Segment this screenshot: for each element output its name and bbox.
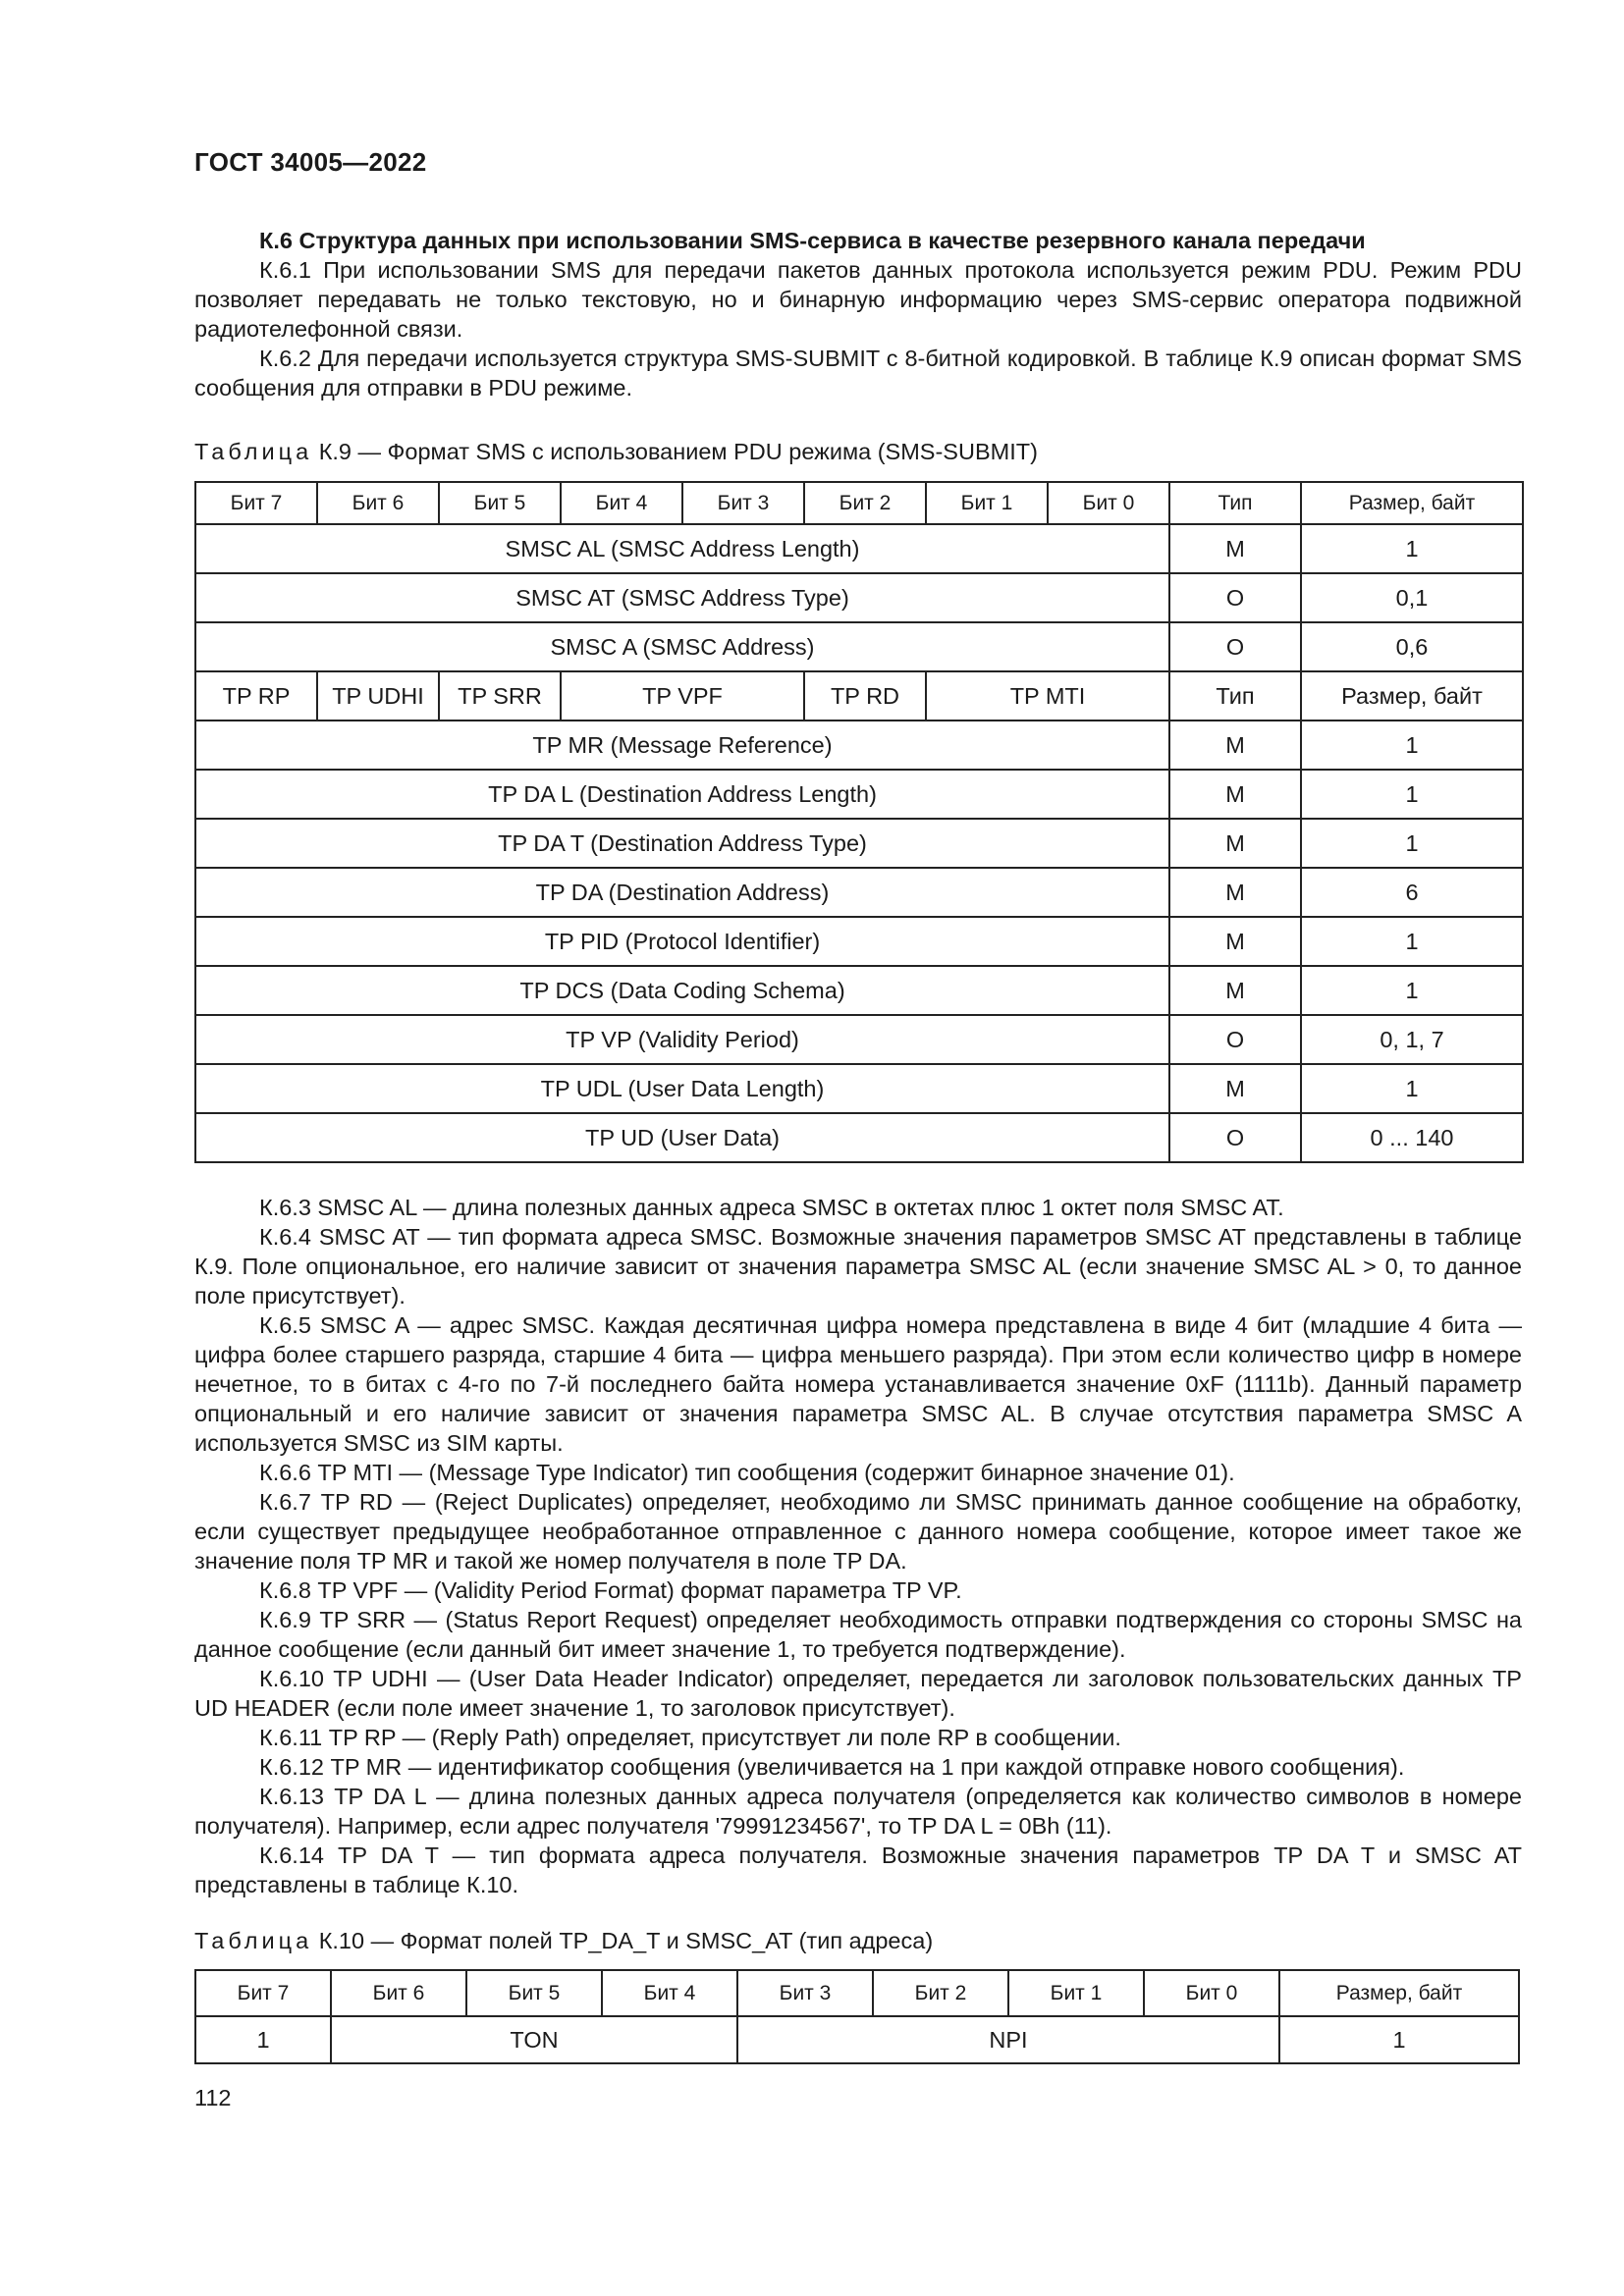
paragraph-k-6-2: К.6.2 Для передачи используется структура SMS-SUBMIT с 8-битной кодировкой. В таблице К.9 описан формат SMS сообщения для отправки в PDU режиме. <box>194 346 1522 400</box>
table-k9-header-cell: Тип <box>1169 482 1301 524</box>
field-size-cell: 1 <box>1301 819 1523 868</box>
field-type-cell: O <box>1169 1113 1301 1162</box>
field-name-cell: SMSC AL (SMSC Address Length) <box>195 524 1169 573</box>
table-k10-header-cell: Размер, байт <box>1279 1970 1519 2016</box>
table-k10-header-cell: Бит 6 <box>331 1970 466 2016</box>
field-name-cell: TP DA (Destination Address) <box>195 868 1169 917</box>
paragraph-k-6-9: К.6.9 TP SRR — (Status Report Request) определяет необходимость отправки подтверждения со стороны SMSC на данное сообщение (если данный бит имеет значение 1, то требуется подтверждение). <box>194 1607 1522 1662</box>
field-name-cell: TP DA T (Destination Address Type) <box>195 819 1169 868</box>
table-k10-caption <box>194 1926 933 1955</box>
field-size-cell: 0 ... 140 <box>1301 1113 1523 1162</box>
field-name-cell: SMSC AT (SMSC Address Type) <box>195 573 1169 622</box>
field-name-cell: TP DA L (Destination Address Length) <box>195 770 1169 819</box>
table-row <box>195 966 1523 1015</box>
section-title: К.6 Структура данных при использовании SMS-сервиса в качестве резервного канала передачи <box>259 228 1366 253</box>
paragraph-k-6-5: К.6.5 SMSC A — адрес SMSC. Каждая десятичная цифра номера представлена в виде 4 бит (младшие 4 бита — цифра более старшего разряда, старшие 4 бита — цифра меньшего разряда). При этом если количество цифр в номере нечетное, то в битах с 4-го по 7-й последнего байта номера устанавливается значение 0xF (1111b). Данный параметр опциональный и его наличие зависит от значения параметра SMSC AL. В случае отсутствия параметра SMSC A используется SMSC из SIM карты. <box>194 1312 1522 1456</box>
table-row <box>195 770 1523 819</box>
table-k9-header-cell: Бит 3 <box>682 482 804 524</box>
table-k9-header-cell: Бит 5 <box>439 482 561 524</box>
field-type-cell: M <box>1169 966 1301 1015</box>
paragraph-k-6-10: К.6.10 TP UDHI — (User Data Header Indicator) определяет, передается ли заголовок пользовательских данных TP UD HEADER (если поле имеет значение 1, то заголовок присутствует). <box>194 1666 1522 1721</box>
npi-cell: NPI <box>737 2016 1279 2063</box>
table-k10-caption-text: К.10 — Формат полей TP_DA_T и SMSC_AT (тип адреса) <box>318 1928 934 1953</box>
table-k10-header-cell: Бит 2 <box>873 1970 1008 2016</box>
field-size-cell: 1 <box>1301 770 1523 819</box>
table-row <box>195 573 1523 622</box>
field-name-cell: TP MR (Message Reference) <box>195 721 1169 770</box>
tp-size-header-cell: Размер, байт <box>1301 671 1523 721</box>
table-row <box>195 819 1523 868</box>
table-k9-header-cell: Бит 7 <box>195 482 317 524</box>
table-k10-header-cell: Бит 5 <box>466 1970 602 2016</box>
field-size-cell: 0,1 <box>1301 573 1523 622</box>
paragraph-k-6-13: К.6.13 TP DA L — длина полезных данных адреса получателя (определяется как количество символов в номере получателя). Например, если адрес получателя '79991234567', то TP DA L = 0Bh (11). <box>194 1784 1522 1839</box>
field-name-cell: TP UD (User Data) <box>195 1113 1169 1162</box>
table-k10-caption-prefix: Таблица <box>194 1928 313 1953</box>
table-row <box>195 2016 1519 2063</box>
description-block <box>194 1193 1522 1899</box>
paragraph-k-6-7: К.6.7 TP RD — (Reject Duplicates) определяет, необходимо ли SMSC принимать данное сообщение на обработку, если существует предыдущее необработанное отправленное с данного номера сообщение, которое имеет такое же значение поля TP MR и такой же номер получателя в поле TP DA. <box>194 1489 1522 1574</box>
paragraph-k-6-12: К.6.12 TP MR — идентификатор сообщения (увеличивается на 1 при каждой отправке нового сообщения). <box>259 1754 1405 1780</box>
table-k9-header-cell: Бит 1 <box>926 482 1048 524</box>
table-row <box>195 1113 1523 1162</box>
table-k10-header-cell: Бит 7 <box>195 1970 331 2016</box>
ton-cell: TON <box>331 2016 737 2063</box>
field-type-cell: O <box>1169 573 1301 622</box>
table-k9-header-cell: Бит 2 <box>804 482 926 524</box>
table-row <box>195 524 1523 573</box>
paragraph-k-6-1: К.6.1 При использовании SMS для передачи пакетов данных протокола используется режим PDU. Режим PDU позволяет передавать не только текстовую, но и бинарную информацию через SMS-сервис оператора подвижной радиотелефонной связи. <box>194 257 1522 342</box>
field-name-cell: TP PID (Protocol Identifier) <box>195 917 1169 966</box>
table-k10-header-cell: Бит 0 <box>1144 1970 1279 2016</box>
tp-type-header-cell: Тип <box>1169 671 1301 721</box>
table-k9-header-cell: Бит 0 <box>1048 482 1169 524</box>
paragraph-k-6-3: К.6.3 SMSC AL — длина полезных данных адреса SMSC в октетах плюс 1 октет поля SMSC AT. <box>259 1195 1284 1220</box>
field-name-cell: SMSC A (SMSC Address) <box>195 622 1169 671</box>
table-k10 <box>194 1969 1520 2064</box>
tp-udhi-cell: TP UDHI <box>317 671 439 721</box>
table-k9-caption-prefix: Таблица <box>194 439 313 464</box>
field-type-cell: M <box>1169 721 1301 770</box>
field-size-cell: 1 <box>1301 721 1523 770</box>
field-type-cell: M <box>1169 819 1301 868</box>
field-name-cell: TP UDL (User Data Length) <box>195 1064 1169 1113</box>
intro-block <box>194 226 1522 402</box>
paragraph-k-6-11: К.6.11 TP RP — (Reply Path) определяет, присутствует ли поле RP в сообщении. <box>259 1725 1121 1750</box>
table-k9-header-row <box>195 482 1523 524</box>
field-size-cell: 1 <box>1301 524 1523 573</box>
field-type-cell: O <box>1169 1015 1301 1064</box>
field-type-cell: M <box>1169 1064 1301 1113</box>
bit7-value-cell: 1 <box>195 2016 331 2063</box>
tp-mti-cell: TP MTI <box>926 671 1169 721</box>
tp-rd-cell: TP RD <box>804 671 926 721</box>
tp-rp-cell: TP RP <box>195 671 317 721</box>
field-size-cell: 0, 1, 7 <box>1301 1015 1523 1064</box>
field-size-cell: 1 <box>1301 1064 1523 1113</box>
table-k10-header-cell: Бит 3 <box>737 1970 873 2016</box>
table-row <box>195 622 1523 671</box>
field-type-cell: M <box>1169 770 1301 819</box>
table-k10-header-cell: Бит 1 <box>1008 1970 1144 2016</box>
table-k9-caption <box>194 437 1038 466</box>
size-value-cell: 1 <box>1279 2016 1519 2063</box>
table-row <box>195 721 1523 770</box>
table-row <box>195 917 1523 966</box>
table-k10-header-cell: Бит 4 <box>602 1970 737 2016</box>
paragraph-k-6-8: К.6.8 TP VPF — (Validity Period Format) формат параметра TP VP. <box>259 1577 962 1603</box>
table-k9-header-cell: Бит 6 <box>317 482 439 524</box>
field-name-cell: TP DCS (Data Coding Schema) <box>195 966 1169 1015</box>
page-number: 112 <box>194 2085 232 2110</box>
table-row <box>195 868 1523 917</box>
tp-srr-cell: TP SRR <box>439 671 561 721</box>
tp-vpf-cell: TP VPF <box>561 671 804 721</box>
field-size-cell: 1 <box>1301 917 1523 966</box>
table-row <box>195 1064 1523 1113</box>
table-k9-caption-text: К.9 — Формат SMS с использованием PDU режима (SMS-SUBMIT) <box>318 439 1038 464</box>
field-type-cell: O <box>1169 622 1301 671</box>
table-k9-header-cell: Бит 4 <box>561 482 682 524</box>
field-type-cell: M <box>1169 917 1301 966</box>
field-type-cell: M <box>1169 524 1301 573</box>
field-size-cell: 6 <box>1301 868 1523 917</box>
field-type-cell: M <box>1169 868 1301 917</box>
paragraph-k-6-14: К.6.14 TP DA T — тип формата адреса получателя. Возможные значения параметров TP DA T и SMSC AT представлены в таблице К.10. <box>194 1842 1522 1897</box>
paragraph-k-6-4: К.6.4 SMSC AT — тип формата адреса SMSC. Возможные значения параметров SMSC AT представлены в таблице К.9. Поле опциональное, его наличие зависит от значения параметра SMSC AL (если значение SMSC AL > 0, то данное поле присутствует). <box>194 1224 1522 1308</box>
paragraph-k-6-6: К.6.6 TP MTI — (Message Type Indicator) тип сообщения (содержит бинарное значение 01). <box>259 1460 1235 1485</box>
table-k9-header-cell: Размер, байт <box>1301 482 1523 524</box>
field-name-cell: TP VP (Validity Period) <box>195 1015 1169 1064</box>
document-header: ГОСТ 34005—2022 <box>194 147 427 177</box>
table-row <box>195 1015 1523 1064</box>
table-k10-header-row <box>195 1970 1519 2016</box>
field-size-cell: 1 <box>1301 966 1523 1015</box>
table-k9 <box>194 481 1524 1163</box>
field-size-cell: 0,6 <box>1301 622 1523 671</box>
tp-header-row <box>195 671 1523 721</box>
